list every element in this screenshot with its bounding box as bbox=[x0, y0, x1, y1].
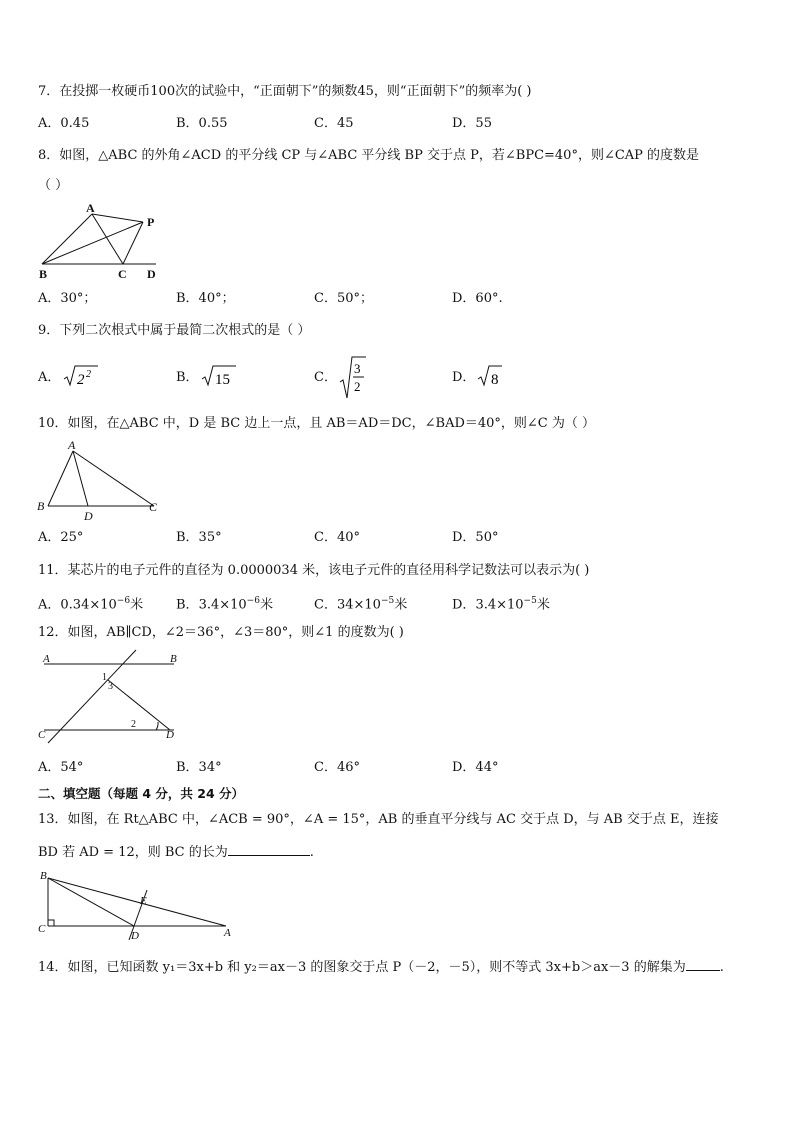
q9-option-c bbox=[314, 370, 337, 386]
q9-stem: 9．下列二次根式中属于最简二次根式的是（ ） bbox=[38, 323, 311, 338]
q8-option-c: C．50°； bbox=[314, 291, 373, 306]
q14-answer-blank[interactable] bbox=[686, 958, 720, 971]
q13-label-c: C bbox=[38, 923, 46, 935]
q13-answer-blank[interactable] bbox=[228, 843, 310, 856]
q9-option-a-radical bbox=[62, 362, 102, 390]
q13-label-a: A bbox=[224, 927, 231, 939]
q9-option-d-letter: D． bbox=[452, 370, 476, 385]
q13-label-d: D bbox=[131, 930, 139, 942]
q12-stem: 12．如图，AB∥CD，∠2＝36°，∠3＝80°，则∠1 的度数为( ) bbox=[38, 625, 404, 640]
q12-label-b: B bbox=[170, 653, 177, 665]
q9-option-b bbox=[176, 370, 199, 386]
q7-option-b: B．0.55 bbox=[176, 116, 228, 131]
q9-b-radicand: 15 bbox=[215, 372, 230, 388]
q7-option-a: A．0.45 bbox=[38, 116, 90, 131]
q12-option-b: B．34° bbox=[176, 760, 222, 775]
q10-label-c: C bbox=[149, 500, 158, 514]
q11-option-b: B．$3.4\times 10^{-6}$米 bbox=[176, 596, 273, 613]
q10-label-d: D bbox=[84, 509, 93, 522]
q8-option-d: D．60°. bbox=[452, 291, 503, 306]
q8-label-b: B bbox=[39, 267, 48, 281]
q13-label-e: E bbox=[140, 895, 147, 907]
q10-stem: 10．如图，在△ABC 中，D 是 BC 边上一点，且 AB＝AD＝DC，∠BAD＝40°，则∠C 为（ ） bbox=[38, 416, 596, 431]
q8-stem: 8．如图，△ABC 的外角∠ACD 的平分线 CP 与∠ABC 平分线 BP 交于点 P，若∠BPC=40°，则∠CAP 的度数是 bbox=[38, 148, 700, 163]
q12-label-c: C bbox=[38, 729, 46, 741]
q12-option-a: A．54° bbox=[38, 760, 84, 775]
q10-figure bbox=[30, 438, 160, 522]
q12-label-d: D bbox=[166, 729, 174, 741]
q8-label-d: D bbox=[147, 267, 156, 281]
q12-figure bbox=[30, 646, 190, 746]
q12-label-a: A bbox=[43, 653, 50, 665]
q9-option-c-radical bbox=[338, 354, 368, 400]
q13-figure bbox=[30, 866, 240, 946]
q9-c-num: 3 bbox=[354, 361, 361, 376]
q8-option-a: A．30°； bbox=[38, 291, 97, 306]
q9-option-c-letter: C． bbox=[314, 370, 337, 385]
q10-label-a: A bbox=[68, 438, 76, 452]
q14-stem: 14．如图，已知函数 y₁＝3x+b 和 y₂＝ax－3 的图象交于点 P（－2，－5），则不等式 3x+b＞ax－3 的解集为 . bbox=[38, 960, 724, 975]
q9-a-exp: 2 bbox=[86, 369, 91, 380]
q13-stem-line2: BD 若 AD = 12，则 BC 的长为 . bbox=[38, 845, 314, 860]
section-title: 二、填空题（每题 4 分，共 24 分） bbox=[38, 786, 245, 801]
q11-stem: 11．某芯片的电子元件的直径为 0.0000034 米，该电子元件的直径用科学记数法可以表示为( ) bbox=[38, 563, 590, 578]
q12-label-3: 3 bbox=[108, 681, 113, 692]
q8-label-p: P bbox=[147, 215, 155, 229]
q10-option-b: B．35° bbox=[176, 530, 222, 545]
q11-option-a: A．$0.34\times 10^{-6}$米 bbox=[38, 596, 144, 613]
q8-figure bbox=[30, 200, 170, 282]
q12-option-c: C．46° bbox=[314, 760, 360, 775]
q12-label-1: 1 bbox=[102, 672, 107, 683]
q10-option-c: C．40° bbox=[314, 530, 360, 545]
q7-stem: 7．在投掷一枚硬币100次的试验中，“正面朝下”的频数45，则“正面朝下”的频率为( ) bbox=[38, 84, 532, 99]
q8-option-b: B．40°； bbox=[176, 291, 235, 306]
q9-c-den: 2 bbox=[354, 379, 361, 394]
q13-stem-line1: 13．如图，在 Rt△ABC 中，∠ACB = 90°，∠A = 15°，AB 的垂直平分线与 AC 交于点 D，与 AB 交于点 E，连接 bbox=[38, 812, 719, 827]
q12-option-d: D．44° bbox=[452, 760, 499, 775]
q8-label-c: C bbox=[118, 267, 127, 281]
q7-option-d: D．55 bbox=[452, 116, 492, 131]
q9-option-b-radical bbox=[200, 362, 240, 390]
q11-option-d: D．$3.4\times 10^{-5}$米 bbox=[452, 596, 550, 613]
q8-paren: （ ） bbox=[38, 178, 69, 193]
q8-label-a: A bbox=[86, 201, 95, 215]
q12-label-2: 2 bbox=[131, 719, 136, 730]
q13-label-b: B bbox=[40, 870, 47, 882]
q9-option-b-letter: B． bbox=[176, 370, 199, 385]
q9-option-a-letter: A． bbox=[38, 370, 61, 385]
q9-option-d bbox=[452, 370, 475, 386]
q9-a-base: 2 bbox=[77, 372, 85, 388]
q11-option-c: C．$34\times 10^{-5}$米 bbox=[314, 596, 408, 613]
q9-d-radicand: 8 bbox=[491, 372, 499, 388]
q10-option-d: D．50° bbox=[452, 530, 499, 545]
q9-option-a bbox=[38, 370, 60, 386]
q10-label-b: B bbox=[37, 499, 45, 513]
q10-option-a: A．25° bbox=[38, 530, 84, 545]
q9-option-d-radical bbox=[476, 362, 506, 390]
q7-option-c: C．45 bbox=[314, 116, 354, 131]
